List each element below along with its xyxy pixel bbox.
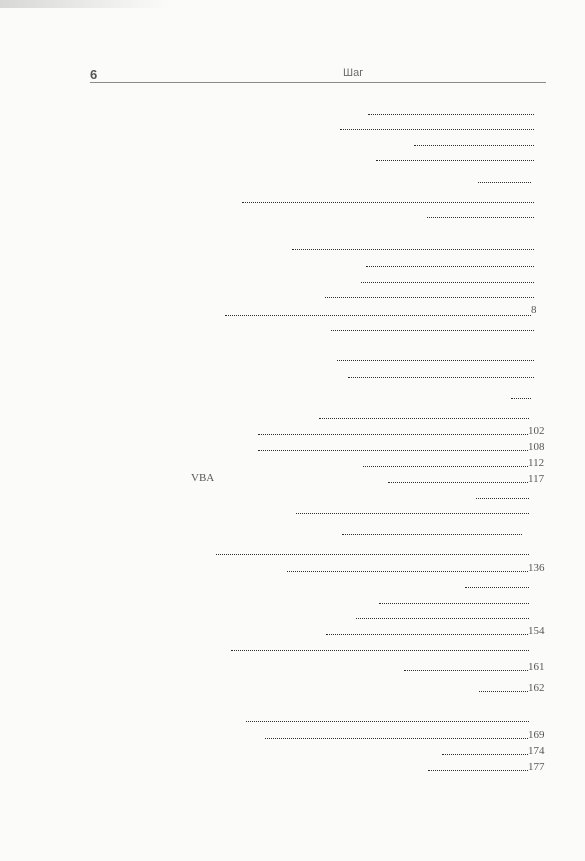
toc-leader <box>414 145 534 146</box>
toc-leader <box>376 160 534 161</box>
toc-page-ref: 112 <box>528 457 545 469</box>
toc-entry-vba-label: VBA <box>191 472 215 484</box>
toc-leader <box>292 249 534 250</box>
toc-leader <box>326 634 528 635</box>
toc-leader <box>258 450 528 451</box>
toc-leader <box>379 603 529 604</box>
toc-leader <box>363 466 528 467</box>
toc-leader <box>231 650 529 651</box>
toc-leader <box>478 182 531 183</box>
toc-page-ref: 162 <box>528 682 545 694</box>
toc-leader <box>479 691 528 692</box>
toc-leader <box>340 129 534 130</box>
toc-leader <box>225 315 531 316</box>
toc-leader <box>246 721 529 722</box>
toc-page-ref: 154 <box>528 625 545 637</box>
toc-page-ref: 102 <box>528 425 545 437</box>
toc-leader <box>325 297 534 298</box>
toc-leader <box>296 513 529 514</box>
toc-leader <box>265 738 528 739</box>
toc-leader <box>366 266 534 267</box>
toc-leader <box>511 398 531 399</box>
toc-leader <box>356 618 529 619</box>
toc-page-ref: 174 <box>528 745 545 757</box>
toc-leader <box>427 217 534 218</box>
toc-leader <box>342 534 522 535</box>
toc-leader <box>319 418 529 419</box>
page-number: 6 <box>90 67 98 82</box>
toc-page-ref: 108 <box>528 441 545 453</box>
toc-page-ref: 8 <box>531 304 537 316</box>
toc-leader <box>476 498 529 499</box>
toc-leader <box>331 330 534 331</box>
toc-leader <box>216 554 529 555</box>
toc-page-ref: 177 <box>528 761 545 773</box>
toc-page-ref: 161 <box>528 661 545 673</box>
toc-leader <box>388 482 528 483</box>
toc-leader <box>368 114 534 115</box>
toc-page-ref: 117 <box>528 473 545 485</box>
toc-leader <box>465 587 529 588</box>
header-rule <box>90 82 546 83</box>
toc-leader <box>258 434 528 435</box>
toc-page-ref: 136 <box>528 562 545 574</box>
toc-leader <box>348 377 534 378</box>
scan-edge-shadow <box>0 0 170 8</box>
toc-leader <box>428 770 528 771</box>
toc-leader <box>337 360 534 361</box>
running-title: Шаг <box>343 67 364 79</box>
toc-leader <box>442 754 528 755</box>
toc-page-ref: 169 <box>528 729 545 741</box>
toc-leader <box>404 670 528 671</box>
toc-leader <box>242 202 534 203</box>
toc-leader <box>287 571 528 572</box>
toc-leader <box>361 282 534 283</box>
